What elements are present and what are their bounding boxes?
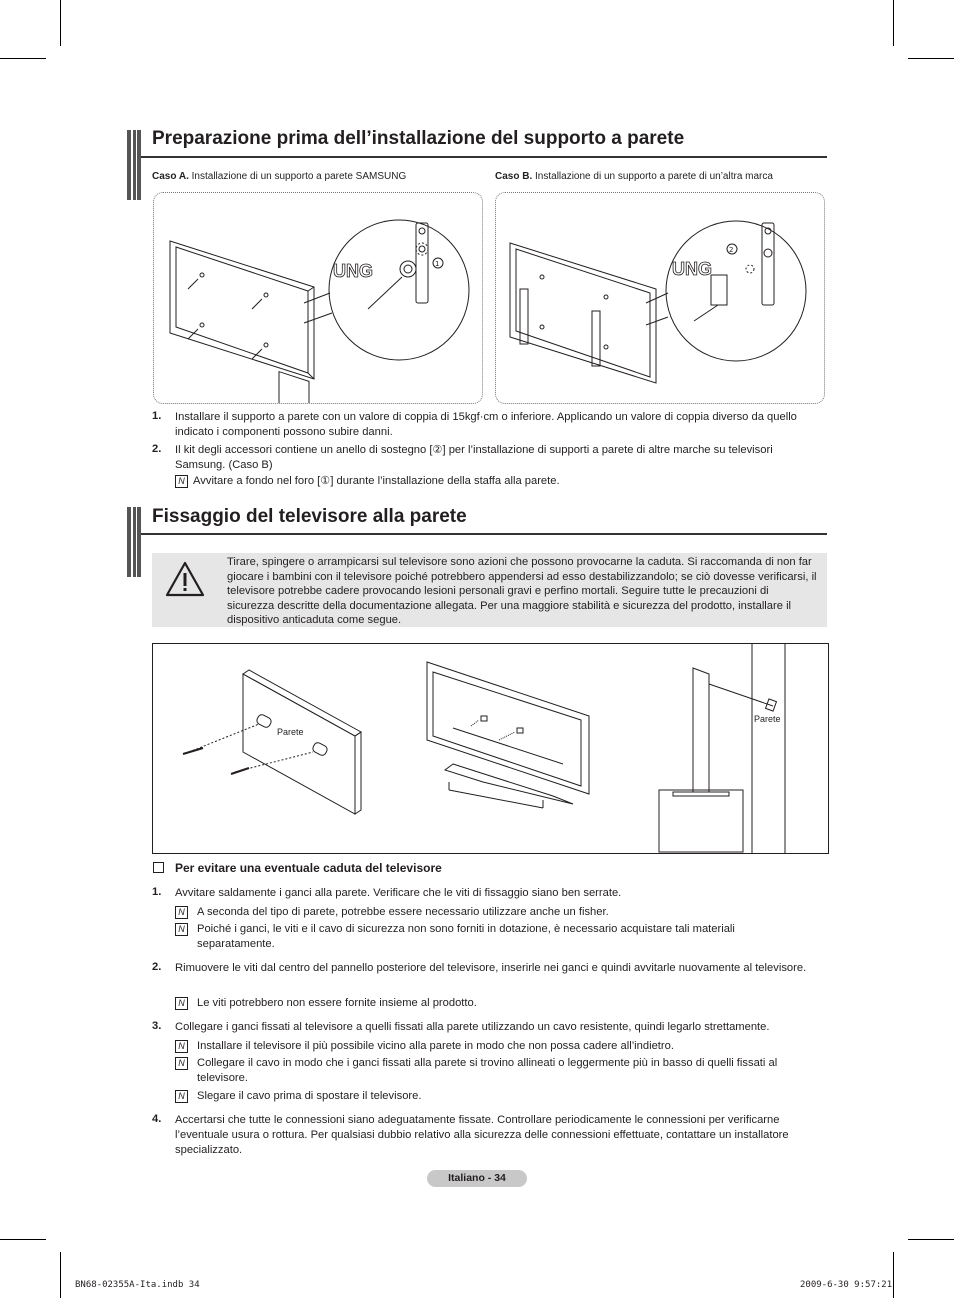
section-rule <box>141 156 827 158</box>
section-rule <box>141 533 827 535</box>
note-icon: N <box>175 906 188 919</box>
svg-text:2: 2 <box>729 246 734 254</box>
anti-tip-illustration <box>152 643 829 854</box>
crop-mark <box>0 1239 46 1240</box>
note-icon: N <box>175 475 188 488</box>
checkbox-bullet-icon <box>153 862 164 873</box>
note-icon: N <box>175 923 188 936</box>
section-marker <box>127 130 141 200</box>
step-text: Rimuovere le viti dal centro del pannello posteriore del televisore, inserirle nei ganci e quindi avvitarle nuovamente al televisore. <box>175 962 807 974</box>
crop-mark <box>60 0 61 46</box>
print-slug-left: BN68-02355A-Ita.indb 34 <box>75 1280 200 1290</box>
section-title: Fissaggio del televisore alla parete <box>152 506 467 527</box>
case-a-caption: Caso A. Installazione di un supporto a parete SAMSUNG <box>152 171 407 182</box>
print-slug-right: 2009-6-30 9:57:21 <box>800 1280 893 1290</box>
svg-text:UNG: UNG <box>672 259 712 279</box>
note-icon: N <box>175 1057 188 1070</box>
crop-mark <box>908 1239 954 1240</box>
install-note: Avvitare a fondo nel foro [①] durante l’installazione della staffa alla parete. <box>193 475 560 487</box>
case-b-illustration <box>495 192 825 404</box>
warning-text: Tirare, spingere o arrampicarsi sul televisore sono azioni che possono provocarne la caduta. Si raccomanda di non far giocare i bambini con il televisore poiché potrebbero appendersi ad esso destabilizzandolo; se ciò dovesse verificarsi, il televisore potrebbe cadere provocando lesioni personali gravi e perfino mortali. Seguire tutte le precauzioni di sicurezza descritte della documentazione allegata. Per una maggiore stabilità e sicurezza del prodotto, installare il dispositivo anticaduta come segue. <box>227 556 817 627</box>
svg-text:UNG: UNG <box>333 261 373 281</box>
item-number: 2. <box>152 443 162 455</box>
page-number: Italiano - 34 <box>427 1170 527 1187</box>
note-icon: N <box>175 997 188 1010</box>
subheading: Per evitare una eventuale caduta del televisore <box>175 861 442 875</box>
step-note: Installare il televisore il più possibile vicino alla parete in modo che non possa cadere all’indietro. <box>197 1040 674 1052</box>
step-text: Collegare i ganci fissati al televisore a quelli fissati alla parete utilizzando un cavo resistente, quindi legarlo strettamente. <box>175 1021 770 1033</box>
step-text: Avvitare saldamente i ganci alla parete. Verificare che le viti di fissaggio siano ben serrate. <box>175 887 622 899</box>
note-icon: N <box>175 1090 188 1103</box>
warning-icon <box>165 561 205 602</box>
install-item: Il kit degli accessori contiene un anello di sostegno [②] per l’installazione di supporti a parete di altre marche su televisori Samsung. (Caso B) <box>175 444 773 471</box>
step-note: A seconda del tipo di parete, potrebbe essere necessario utilizzare anche un fisher. <box>197 906 609 918</box>
case-b-caption: Caso B. Installazione di un supporto a parete di un’altra marca <box>495 171 773 182</box>
crop-mark <box>0 58 46 59</box>
case-a-illustration <box>153 192 483 404</box>
wall-label: Parete <box>754 714 781 724</box>
crop-mark <box>893 1252 894 1298</box>
crop-mark <box>893 0 894 46</box>
step-note: Slegare il cavo prima di spostare il televisore. <box>197 1090 422 1102</box>
crop-mark <box>60 1252 61 1298</box>
note-icon: N <box>175 1040 188 1053</box>
step-number: 4. <box>152 1113 162 1125</box>
section-title: Preparazione prima dell’installazione del supporto a parete <box>152 128 685 149</box>
item-number: 1. <box>152 410 162 422</box>
install-item: Installare il supporto a parete con un valore di coppia di 15kgf·cm o inferiore. Applicando un valore di coppia diverso da quello indicato i componenti possono subire danni. <box>175 411 797 438</box>
svg-text:1: 1 <box>435 260 440 268</box>
step-number: 3. <box>152 1020 162 1032</box>
step-note: Le viti potrebbero non essere fornite insieme al prodotto. <box>197 997 477 1009</box>
step-text: Accertarsi che tutte le connessioni siano adeguatamente fissate. Controllare periodicamente le connessioni per verificarne l’eventuale usura o rottura. Per qualsiasi dubbio relativo alla sicurezza delle connessioni effettuate, contattare un installatore specializzato. <box>175 1114 789 1156</box>
step-number: 1. <box>152 886 162 898</box>
step-note: Poiché i ganci, le viti e il cavo di sicurezza non sono forniti in dotazione, è necessario acquistare tali materiali separatamente. <box>197 923 735 950</box>
step-note: Collegare il cavo in modo che i ganci fissati alla parete si trovino allineati o leggermente più in basso di quelli fissati al televisore. <box>197 1057 778 1084</box>
section-marker <box>127 507 141 577</box>
step-number: 2. <box>152 961 162 973</box>
crop-mark <box>908 58 954 59</box>
wall-label: Parete <box>277 727 304 737</box>
